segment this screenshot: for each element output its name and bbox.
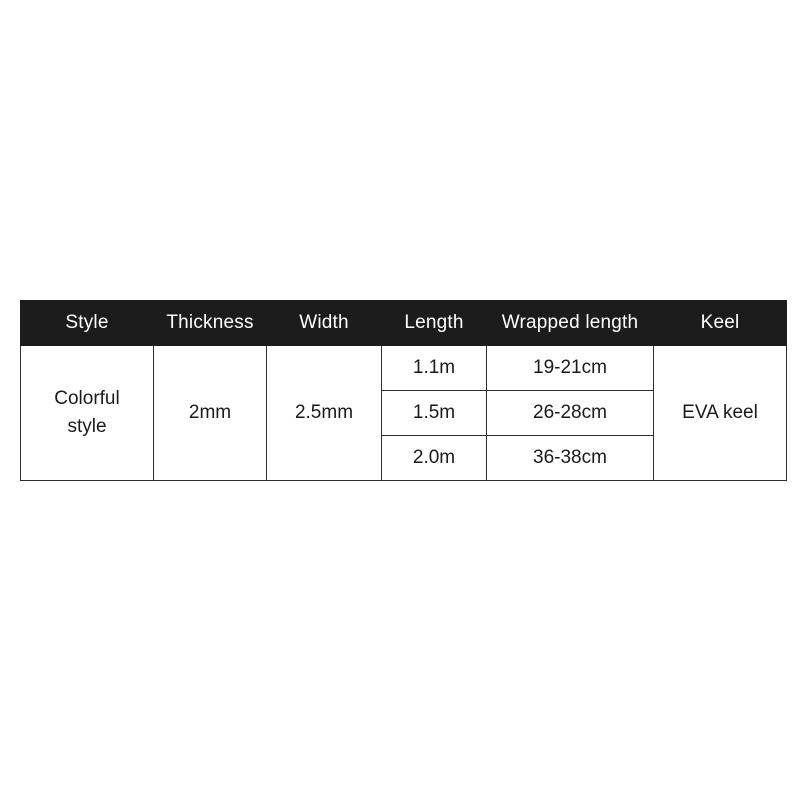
column-header-length: Length [382,301,487,346]
cell-style-line-2: style [67,416,107,437]
cell-wrapped-length-2: 26-28cm [487,391,654,436]
table-body [21,346,787,481]
cell-wrapped-length-3: 36-38cm [487,436,654,481]
cell-length-3: 2.0m [382,436,487,481]
column-header-thickness: Thickness [154,301,267,346]
table-header [21,301,787,346]
table-header-row [21,301,787,346]
cell-length-2: 1.5m [382,391,487,436]
cell-style-line-1: Colorful [54,387,120,409]
table-row [21,346,787,391]
specification-table-container [20,300,780,481]
specification-table [20,300,787,481]
cell-length-1: 1.1m [382,346,487,391]
column-header-wrapped-length: Wrapped length [487,301,654,346]
column-header-style: Style [21,301,154,346]
column-header-width: Width [267,301,382,346]
cell-style [21,346,154,481]
cell-wrapped-length-1: 19-21cm [487,346,654,391]
cell-thickness: 2mm [154,346,267,481]
cell-keel: EVA keel [654,346,787,481]
cell-width: 2.5mm [267,346,382,481]
column-header-keel: Keel [654,301,787,346]
